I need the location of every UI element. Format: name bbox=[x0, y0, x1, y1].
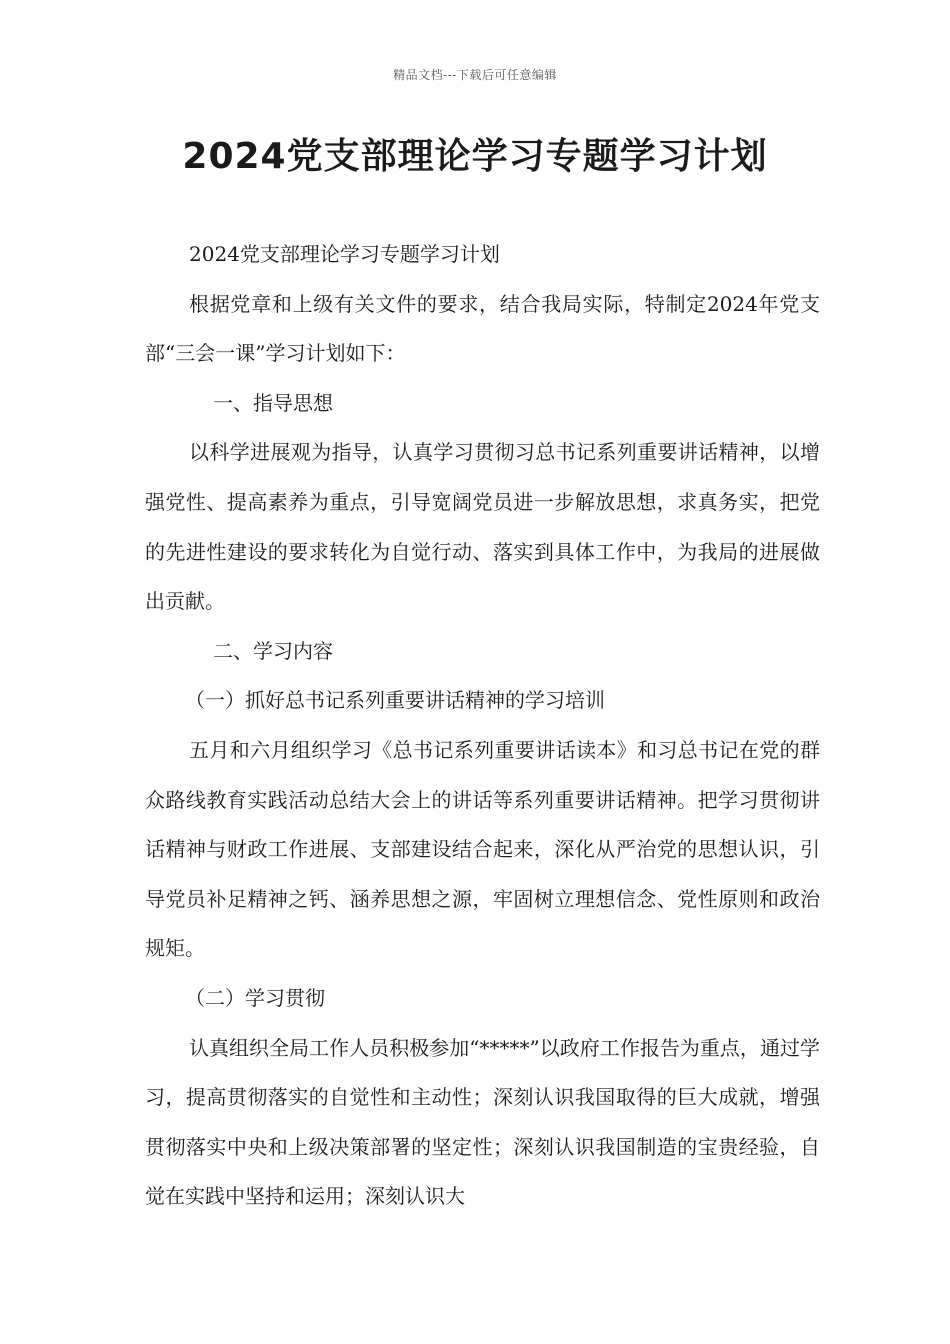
paragraph-intro: 根据党章和上级有关文件的要求，结合我局实际，特制定2024年党支部“三会一课”学习计划如下： bbox=[145, 291, 820, 366]
document-body bbox=[145, 230, 820, 1222]
section-heading-guiding-thought: 一、指导思想 bbox=[213, 390, 333, 415]
document-title: 2024党支部理论学习专题学习计划 bbox=[182, 136, 768, 177]
subsection-heading-2: （二）学习贯彻 bbox=[185, 985, 325, 1010]
paragraph-subsection-2: 认真组织全局工作人员积极参加“*****”以政府工作报告为重点，通过学习，提高贯彻落实的自觉性和主动性；深刻认识我国取得的巨大成就，增强贯彻落实中央和上级决策部署的坚定性；深刻认识我国制造的宝贵经验，自觉在实践中坚持和运用；深刻认识大 bbox=[145, 1035, 820, 1209]
paragraph-guiding-thought: 以科学进展观为指导，认真学习贯彻习总书记系列重要讲话精神，以增强党性、提高素养为重点，引导宽阔党员进一步解放思想，求真务实，把党的先进性建设的要求转化为自觉行动、落实到具体工作中，为我局的进展做出贡献。 bbox=[145, 440, 820, 614]
subsection-heading-1: （一）抓好总书记系列重要讲话精神的学习培训 bbox=[185, 688, 605, 713]
paragraph-subsection-1: 五月和六月组织学习《总书记系列重要讲话读本》和习总书记在党的群众路线教育实践活动总结大会上的讲话等系列重要讲话精神。把学习贯彻讲话精神与财政工作进展、支部建设结合起来，深化从严治党的思想认识，引导党员补足精神之钙、涵养思想之源，牢固树立理想信念、党性原则和政治规矩。 bbox=[145, 737, 820, 961]
section-heading-study-content: 二、学习内容 bbox=[213, 638, 333, 663]
paragraph-subtitle: 2024党支部理论学习专题学习计划 bbox=[189, 242, 500, 266]
page-header-note: 精品文档---下载后可任意编辑 bbox=[393, 68, 557, 82]
